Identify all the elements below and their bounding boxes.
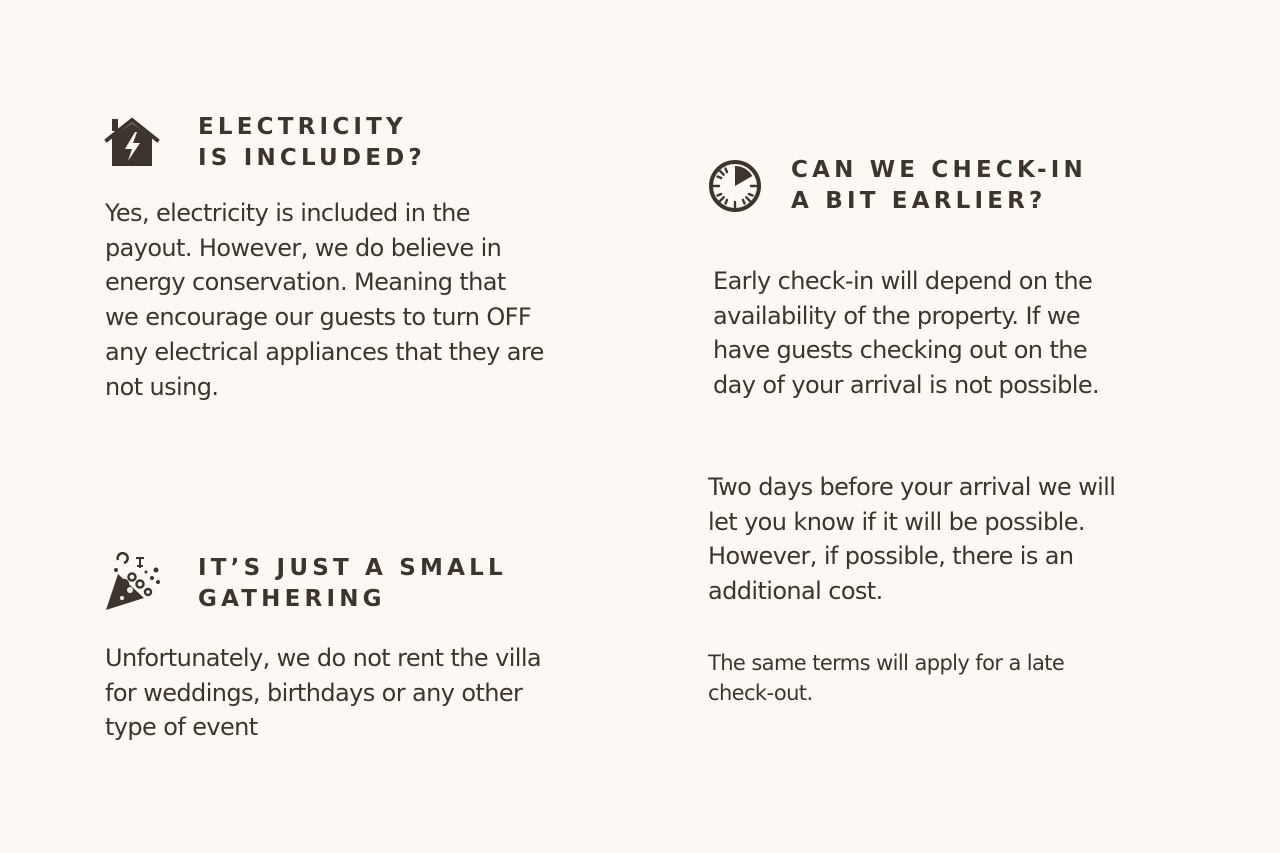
party-popper-icon	[104, 552, 162, 612]
gathering-heading-line1: IT’S JUST A SMALL	[198, 555, 507, 581]
gathering-heading	[198, 553, 507, 615]
clock-icon	[707, 158, 763, 214]
gathering-answer: Unfortunately, we do not rent the villa for weddings, birthdays or any other type of event	[105, 644, 542, 742]
house-lightning-icon	[104, 116, 160, 168]
electricity-heading-line1: ELECTRICITY	[198, 114, 407, 140]
checkin-paragraph-2: Two days before your arrival we will let you know if it will be possible. However, if possible, there is an additional cost.	[708, 473, 1116, 606]
electricity-heading-line2: IS INCLUDED?	[198, 145, 426, 171]
checkin-heading-line2: A BIT EARLIER?	[791, 188, 1047, 214]
checkin-heading	[791, 155, 1087, 217]
electricity-answer: Yes, electricity is included in the payout. However, we do believe in energy conservation. Meaning that we encourage our guests to turn OFF any electrical appliances that they are not using.	[105, 199, 544, 401]
checkin-heading-line1: CAN WE CHECK-IN	[791, 157, 1087, 183]
electricity-heading	[198, 112, 426, 174]
checkin-note: The same terms will apply for a late check-out.	[708, 651, 1065, 705]
checkin-paragraph-1: Early check-in will depend on the availability of the property. If we have guests checking out on the day of your arrival is not possible.	[713, 267, 1100, 400]
gathering-heading-line2: GATHERING	[198, 586, 386, 612]
